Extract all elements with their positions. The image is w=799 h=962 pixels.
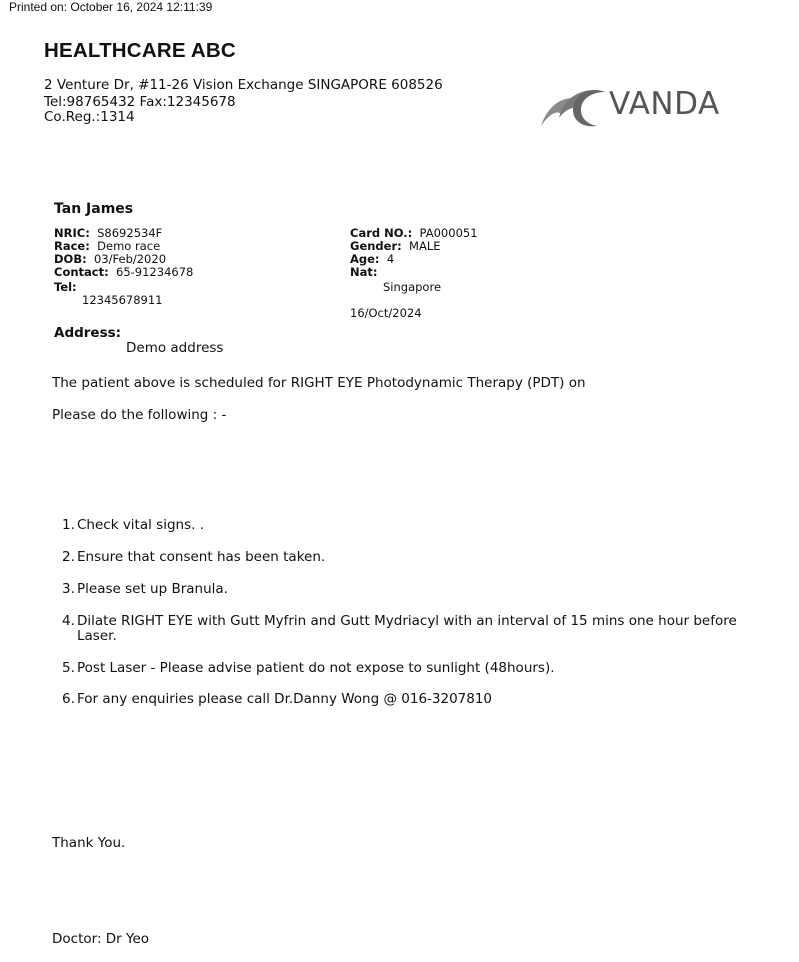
gender-value: MALE bbox=[409, 239, 441, 253]
list-item-text: Please set up Branula. bbox=[77, 581, 228, 597]
list-item-number: 3. bbox=[62, 581, 75, 597]
document-date: 16/Oct/2024 bbox=[350, 306, 422, 320]
company-contact: Tel:98765432 Fax:12345678 bbox=[44, 94, 236, 110]
patient-name: Tan James bbox=[54, 201, 134, 217]
list-item bbox=[62, 661, 737, 676]
logo-wordmark: VANDA bbox=[609, 86, 720, 122]
card-label: Card NO.: bbox=[350, 226, 413, 240]
age-value: 4 bbox=[386, 252, 395, 266]
list-item-text: For any enquiries please call Dr.Danny Wong @ 016-3207810 bbox=[77, 691, 493, 707]
race-label: Race: bbox=[54, 239, 90, 253]
list-item bbox=[62, 692, 737, 707]
doctor-signature: Doctor: Dr Yeo bbox=[52, 931, 150, 947]
list-item-number: 6. bbox=[62, 691, 75, 707]
printed-timestamp: Printed on: October 16, 2024 12:11:39 bbox=[9, 0, 213, 14]
company-name: HEALTHCARE ABC bbox=[44, 39, 236, 62]
race-value: Demo race bbox=[97, 239, 161, 253]
contact-label: Contact: bbox=[54, 265, 109, 279]
card-value: PA000051 bbox=[419, 226, 478, 240]
leaf-swoosh-icon bbox=[537, 84, 612, 132]
list-item-text: Check vital signs. . bbox=[77, 517, 204, 533]
nric-value: S8692534F bbox=[97, 226, 163, 240]
list-item-text: Dilate RIGHT EYE with Gutt Myfrin and Gutt Mydriacyl with an interval of 15 mins one hour before Laser. bbox=[77, 613, 737, 644]
address-label: Address: bbox=[54, 325, 122, 341]
nat-value: Singapore bbox=[383, 280, 442, 294]
contact-row bbox=[54, 266, 193, 279]
list-item bbox=[62, 614, 737, 644]
list-item-text: Ensure that consent has been taken. bbox=[77, 549, 326, 565]
instruction-heading: Please do the following : - bbox=[52, 407, 227, 423]
list-item bbox=[62, 550, 737, 565]
dob-label: DOB: bbox=[54, 252, 87, 266]
list-item-text: Post Laser - Please advise patient do not expose to sunlight (48hours). bbox=[77, 660, 555, 676]
dob-value: 03/Feb/2020 bbox=[94, 252, 167, 266]
age-label: Age: bbox=[350, 252, 380, 266]
gender-label: Gender: bbox=[350, 239, 402, 253]
tel-value: 12345678911 bbox=[82, 293, 163, 307]
list-item bbox=[62, 582, 737, 597]
company-registration: Co.Reg.:1314 bbox=[44, 109, 135, 125]
nric-label: NRIC: bbox=[54, 226, 90, 240]
list-item-number: 5. bbox=[62, 660, 75, 676]
list-item-number: 1. bbox=[62, 517, 75, 533]
scheduling-statement: The patient above is scheduled for RIGHT EYE Photodynamic Therapy (PDT) on bbox=[52, 375, 586, 391]
list-item bbox=[62, 518, 737, 533]
company-address: 2 Venture Dr, #11-26 Vision Exchange SINGAPORE 608526 bbox=[44, 77, 443, 93]
contact-value: 65-91234678 bbox=[116, 265, 194, 279]
nat-label: Nat: bbox=[350, 265, 378, 279]
company-logo bbox=[537, 84, 732, 132]
tel-label: Tel: bbox=[54, 280, 77, 294]
list-item-number: 4. bbox=[62, 613, 75, 629]
closing-thanks: Thank You. bbox=[52, 835, 126, 851]
list-item-number: 2. bbox=[62, 549, 75, 565]
address-value: Demo address bbox=[126, 340, 224, 356]
